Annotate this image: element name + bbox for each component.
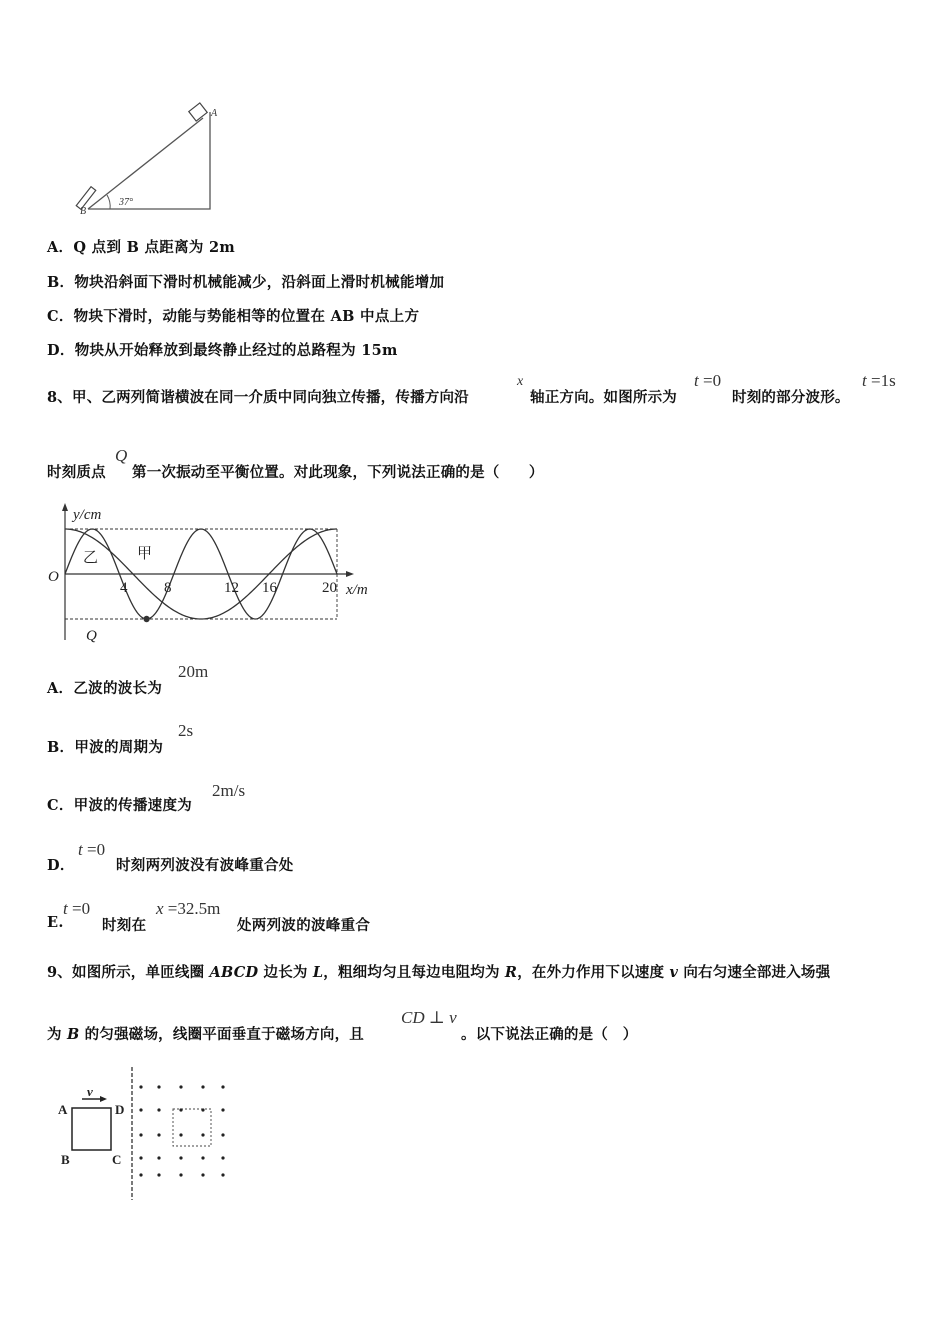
field-dot [221,1108,224,1111]
q9-stem-line2-end: 。以下说法正确的是（ ） [461,1026,638,1043]
coil-abcd [72,1108,111,1150]
label-q: Q [86,628,97,644]
q8-option-d-text: 时刻两列波没有波峰重合处 [116,857,294,874]
q8-option-d: D． [47,857,75,874]
field-dot [157,1173,160,1176]
field-dot [221,1133,224,1136]
coil-field-figure [55,1065,235,1205]
q9-stem-line1: 9、如图所示，单匝线圈 ABCD 边长为 L，粗细均匀且每边电阻均为 R，在外力作用下以速度 v 向右匀速全部进入场强 [47,964,831,981]
y-axis-label: y/cm [73,507,102,523]
q9-math-cd-perp-v: CD ⊥ v [401,1008,457,1027]
q8-math-x: x [517,374,524,389]
q8-stem-line1-text1: 8、甲、乙两列简谐横波在同一介质中同向独立传播，传播方向沿 [47,389,469,406]
label-b: B [61,1152,70,1167]
label-v: v [87,1084,93,1099]
q8-math-t0: t =0 [694,371,722,390]
label-jia: 甲 [137,546,153,562]
label-a: A [58,1102,68,1117]
q7-option-a: A．Q 点到 B 点距离为 2m [47,239,236,256]
tick-16: 16 [262,580,277,596]
tick-12: 12 [224,580,239,596]
incline-figure [70,98,230,218]
q9-stem-line2: 为 B 的匀强磁场，线圈平面垂直于磁场方向，且 [47,1026,364,1043]
q8-math-t1: t =1s [862,371,896,390]
angle-label: 37° [119,197,133,208]
wave-chart [40,500,390,645]
field-dot [179,1085,182,1088]
q7-option-c: C．物块下滑时，动能与势能相等的位置在 AB 中点上方 [47,308,420,325]
field-dot [221,1173,224,1176]
field-dot [201,1085,204,1088]
origin-label: O [48,569,59,585]
label-a: A [211,108,218,119]
field-dot [157,1133,160,1136]
q8-option-d-math: t =0 [78,840,106,859]
tick-4: 4 [120,580,128,596]
field-dot [139,1156,142,1159]
q8-stem-line1-text3: 时刻的部分波形。 [732,389,850,406]
q8-option-e-math: t =0 [63,899,91,918]
q8-option-c: C．甲波的传播速度为 [47,797,193,814]
field-dot [139,1085,142,1088]
q8-option-a: A．乙波的波长为 [47,680,163,697]
q8-option-e-text: 处两列波的波峰重合 [237,917,371,934]
label-yi: 乙 [83,550,99,566]
field-dot [201,1173,204,1176]
q8-stem-line2-text1: 时刻质点 [47,464,106,481]
field-dot [201,1133,204,1136]
x-axis-label: x/m [346,582,368,598]
field-dot [221,1156,224,1159]
q7-option-b: B．物块沿斜面下滑时机械能减少，沿斜面上滑时机械能增加 [47,274,445,291]
field-dot [179,1133,182,1136]
field-dot [179,1173,182,1176]
q7-option-d: D．物块从开始释放到最终静止经过的总路程为 15m [47,342,398,359]
label-b: B [80,206,87,217]
field-dot [157,1156,160,1159]
q8-option-e-mid: 时刻在 [102,917,147,934]
point-q [143,616,149,622]
field-dot [139,1108,142,1111]
q8-option-b: B．甲波的周期为 [47,739,164,756]
tick-20: 20 [322,580,337,596]
field-dot [221,1085,224,1088]
q8-option-b-math: 2s [178,721,194,740]
field-dot [139,1173,142,1176]
field-dot [157,1085,160,1088]
q8-stem-line2-text2: 第一次振动至平衡位置。对此现象，下列说法正确的是（ ） [132,464,544,481]
q8-math-q: Q [115,446,128,465]
field-dot [201,1108,204,1111]
q8-option-e: E. [47,914,64,931]
magnetic-field-dots [139,1085,224,1176]
field-dot [157,1108,160,1111]
label-d: D [115,1102,125,1117]
field-dot [179,1156,182,1159]
q8-option-e-math2: x =32.5m [156,899,221,918]
q8-option-c-math: 2m/s [212,781,246,800]
field-dot [139,1133,142,1136]
tick-8: 8 [164,580,172,596]
field-dot [201,1156,204,1159]
inner-dashed-square [173,1109,211,1146]
q8-stem-line1-text2: 轴正方向。如图所示为 [530,389,677,406]
label-c: C [112,1152,122,1167]
q8-option-a-math: 20m [178,662,209,681]
field-dot [179,1108,182,1111]
